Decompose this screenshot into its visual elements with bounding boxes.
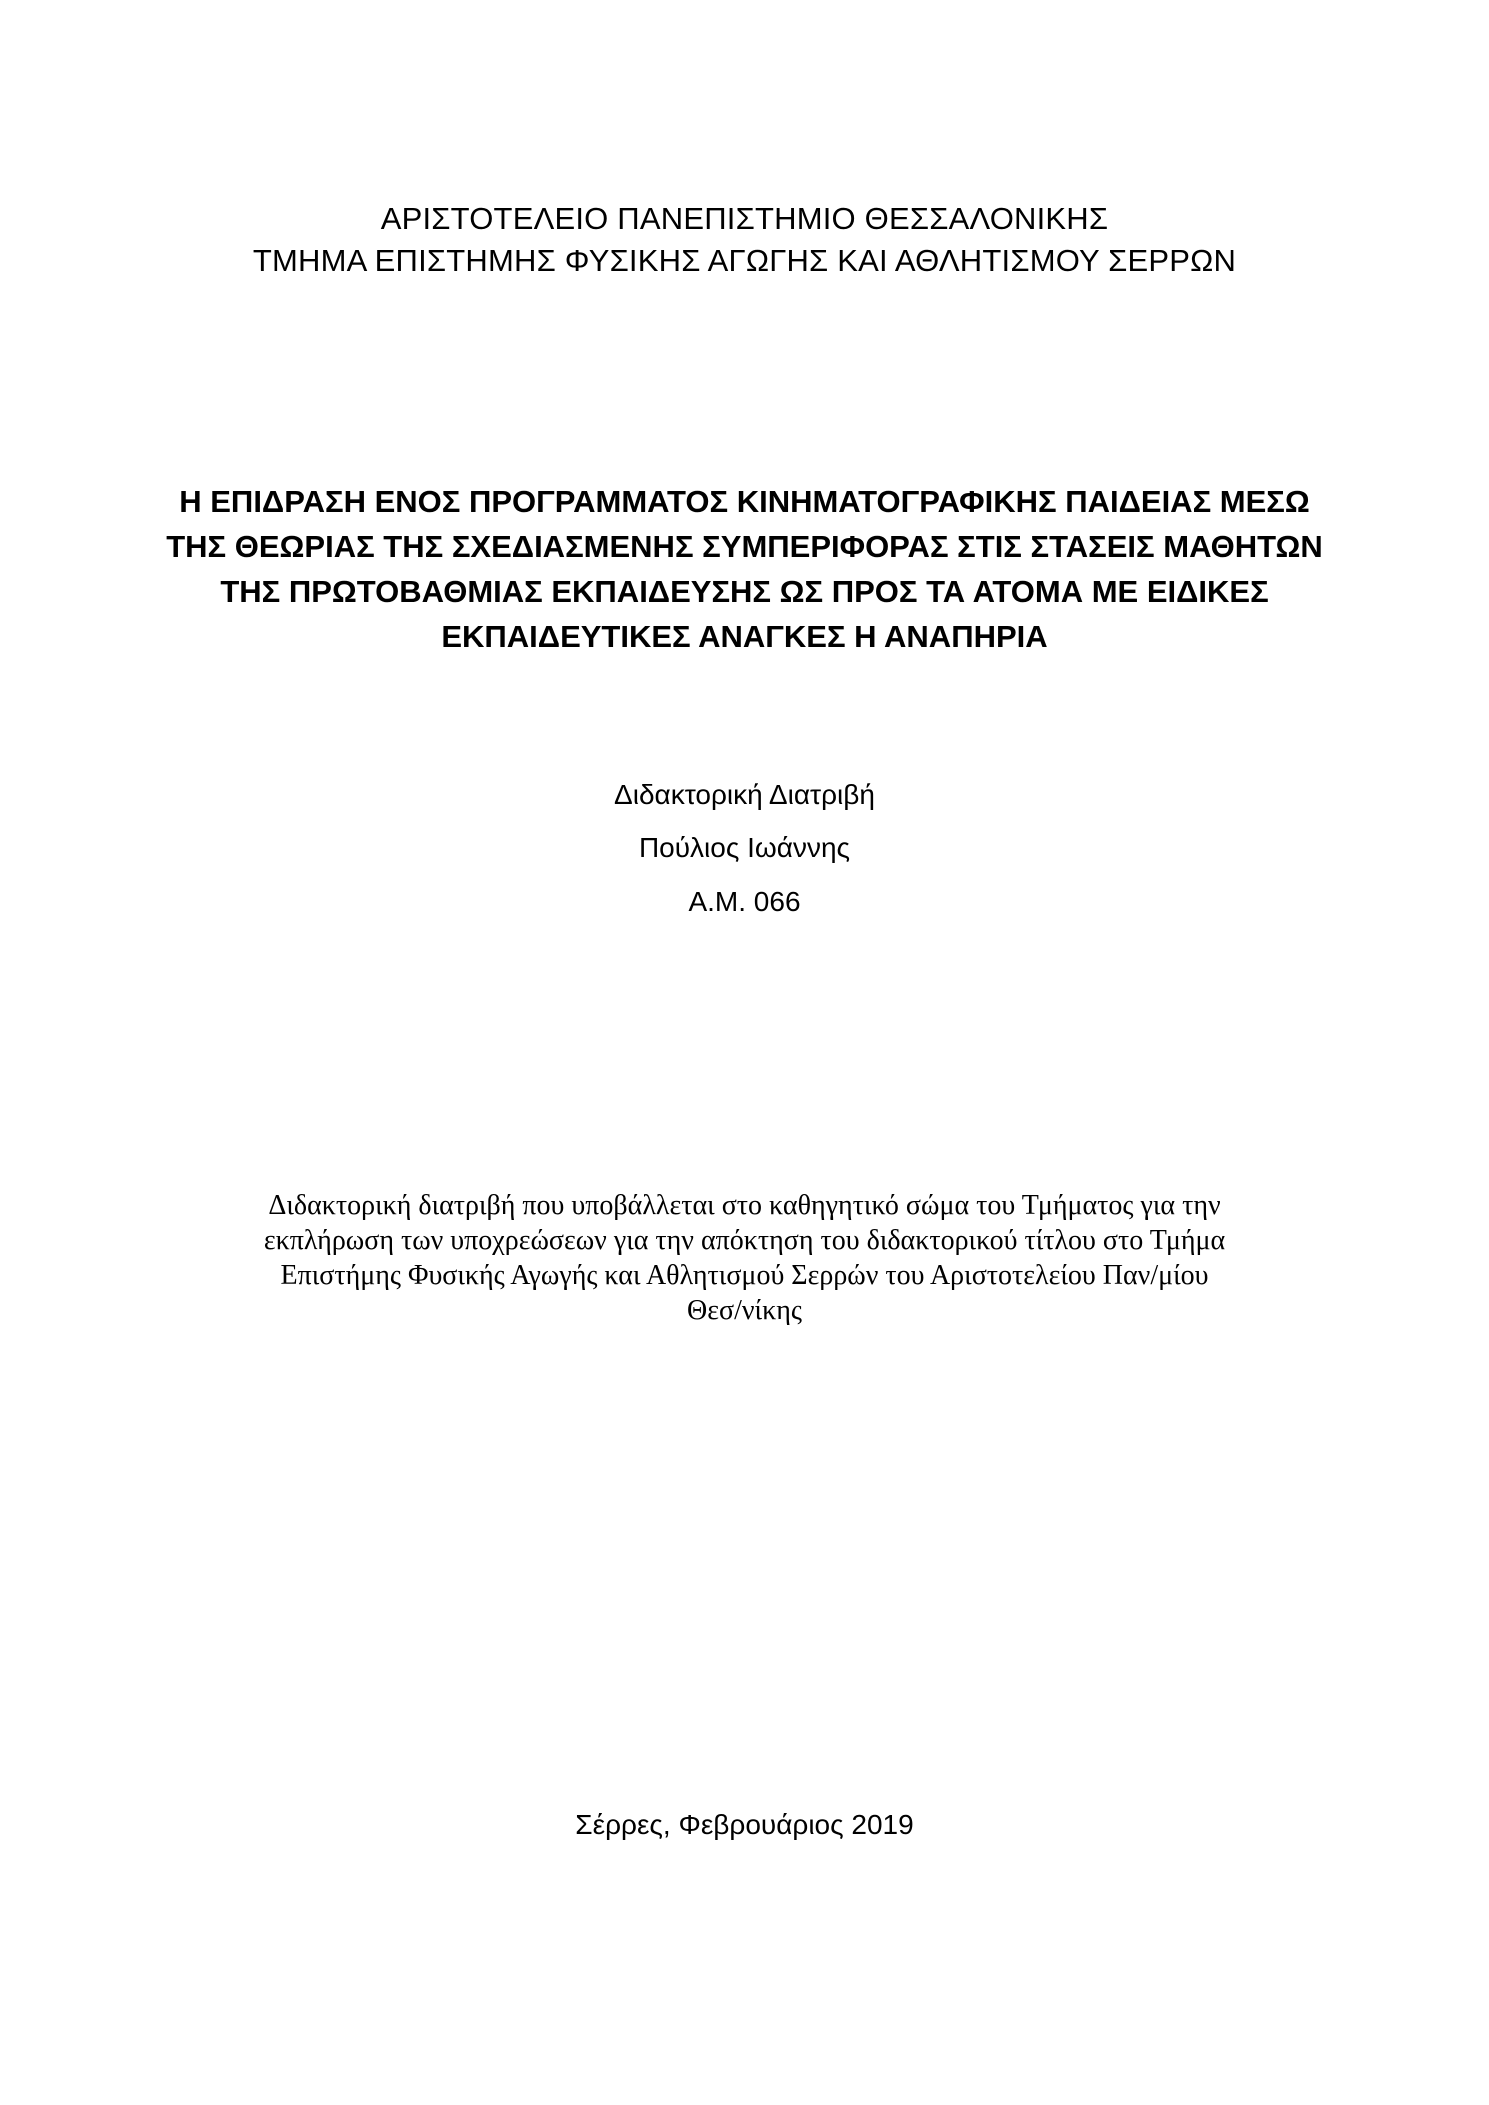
place-and-date: [0, 1805, 1489, 1845]
thesis-title-line: ΤΗΣ ΠΡΩΤΟΒΑΘΜΙΑΣ ΕΚΠΑΙΔΕΥΣΗΣ ΩΣ ΠΡΟΣ ΤΑ ΑΤΟΜΑ ΜΕ ΕΙΔΙΚΕΣ: [220, 574, 1269, 609]
document-type: [0, 775, 1489, 815]
submission-statement: [0, 1188, 1489, 1328]
submission-line: Επιστήμης Φυσικής Αγωγής και Αθλητισμού Σερρών του Αριστοτελείου Παν/μίου: [280, 1260, 1209, 1291]
author-name: Πούλιος Ιωάννης: [638, 832, 851, 863]
thesis-title-line: ΕΚΠΑΙΔΕΥΤΙΚΕΣ ΑΝΑΓΚΕΣ Η ΑΝΑΠΗΡΙΑ: [441, 619, 1048, 654]
author: [0, 828, 1489, 868]
student-id: [0, 882, 1489, 922]
submission-line: Θεσ/νίκης: [687, 1295, 802, 1326]
submission-line: εκπλήρωση των υποχρεώσεων για την απόκτηση του διδακτορικού τίτλου στο Τμήμα: [263, 1225, 1226, 1256]
department-name: ΤΜΗΜΑ ΕΠΙΣΤΗΜΗΣ ΦΥΣΙΚΗΣ ΑΓΩΓΗΣ ΚΑΙ ΑΘΛΗΤΙΣΜΟΥ ΣΕΡΡΩΝ: [252, 243, 1237, 278]
institution-header: [0, 198, 1489, 282]
thesis-title-line: ΤΗΣ ΘΕΩΡΙΑΣ ΤΗΣ ΣΧΕΔΙΑΣΜΕΝΗΣ ΣΥΜΠΕΡΙΦΟΡΑΣ ΣΤΙΣ ΣΤΑΣΕΙΣ ΜΑΘΗΤΩΝ: [166, 529, 1323, 564]
student-id-value: Α.Μ. 066: [688, 886, 801, 917]
thesis-title: [0, 479, 1489, 659]
submission-line: Διδακτορική διατριβή που υποβάλλεται στο καθηγητικό σώμα του Τμήματος για την: [268, 1190, 1221, 1221]
university-name: ΑΡΙΣΤΟΤΕΛΕΙΟ ΠΑΝΕΠΙΣΤΗΜΙΟ ΘΕΣΣΑΛΟΝΙΚΗΣ: [380, 201, 1109, 236]
place-date-text: Σέρρες, Φεβρουάριος 2019: [575, 1809, 914, 1840]
document-type-label: Διδακτορική Διατριβή: [614, 779, 875, 810]
thesis-title-line: Η ΕΠΙΔΡΑΣΗ ΕΝΟΣ ΠΡΟΓΡΑΜΜΑΤΟΣ ΚΙΝΗΜΑΤΟΓΡΑΦΙΚΗΣ ΠΑΙΔΕΙΑΣ ΜΕΣΩ: [179, 484, 1310, 519]
